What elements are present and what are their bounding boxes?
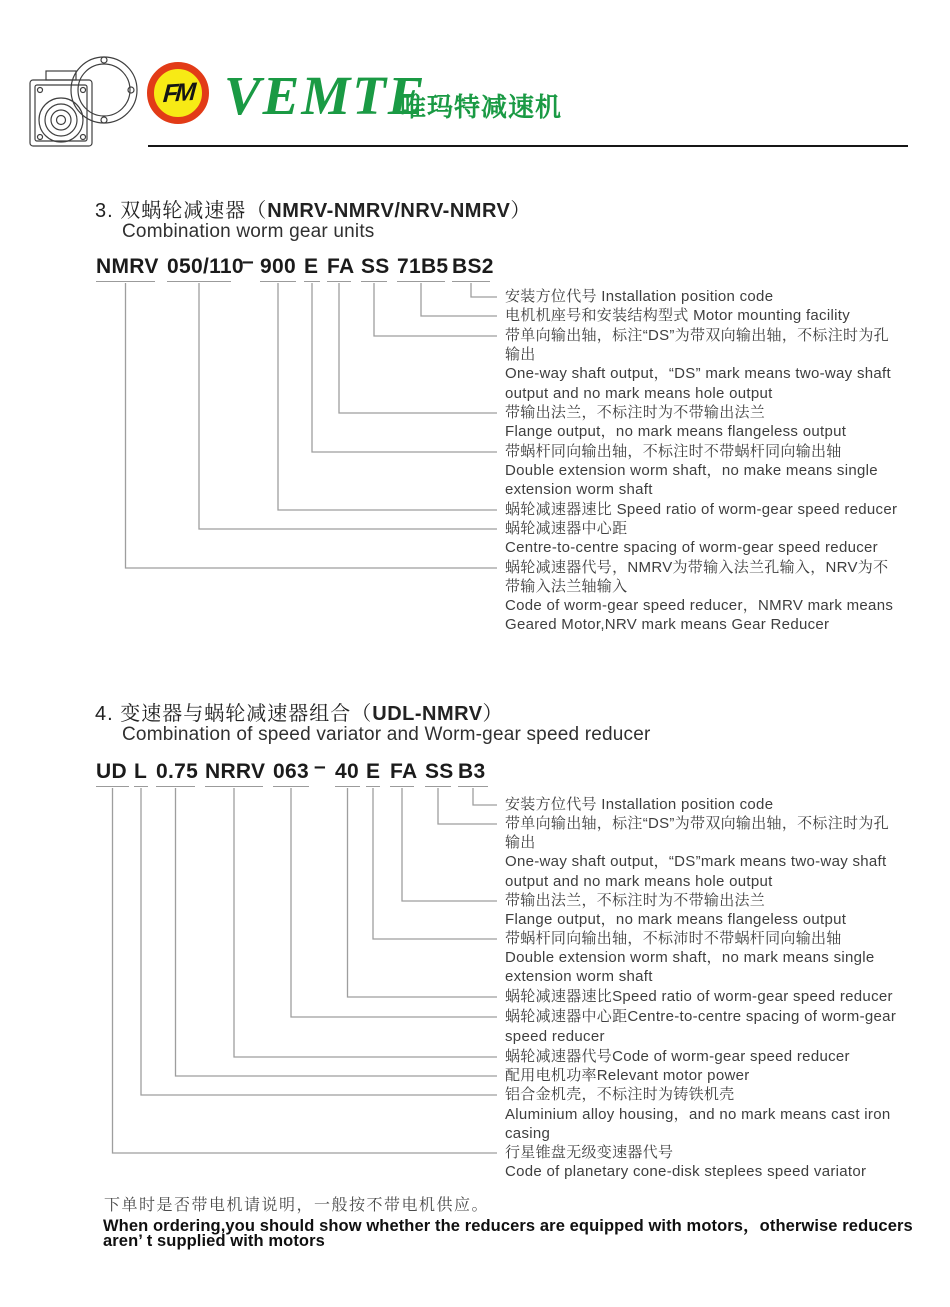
annotation-line: Code of planetary cone-disk steplees speed variator: [505, 1163, 867, 1180]
code-segment-ss: SS: [361, 255, 387, 282]
annotation-line: Centre-to-centre spacing of worm-gear speed reducer: [505, 539, 878, 556]
annotation-line: 电机机座号和安装结构型式 Motor mounting facility: [505, 307, 851, 324]
annotation-line: 蜗轮减速器速比 Speed ratio of worm-gear speed reducer: [505, 501, 898, 518]
code-segment-l: L: [134, 760, 148, 787]
annotation-line: extension worm shaft: [505, 481, 653, 498]
annotation-line: 安装方位代号 Installation position code: [505, 288, 774, 305]
logo-monogram: FM: [162, 77, 195, 108]
annotation-line: Double extension worm shaft，no mark means single: [505, 949, 875, 966]
code-segment-e: E: [366, 760, 380, 787]
annotation-line: 铝合金机壳，不标注时为铸铁机壳: [505, 1086, 735, 1103]
annotation-line: 蜗轮减速器中心距: [505, 520, 628, 537]
annotation-line: Code of worm-gear speed reducer，NMRV mark means: [505, 597, 894, 614]
code-segment-40: 40: [335, 760, 360, 787]
section3-title: [95, 194, 531, 223]
annotation-line: Flange output，no mark means flangeless output: [505, 423, 847, 440]
section4-title-close: ）: [482, 703, 504, 725]
annotation-line: 蜗轮减速器代号，NMRV为带输入法兰孔输入，NRV为不: [505, 559, 889, 576]
section4-title: [95, 697, 504, 726]
brand-logo-badge: [147, 62, 209, 124]
annotation-line: casing: [505, 1125, 551, 1142]
code-segment-71b5: 71B5: [397, 255, 445, 282]
section3-number: 3.: [95, 200, 114, 222]
code-segment-fa: FA: [390, 760, 414, 787]
footer-note-en-line2: aren’ t supplied with motors: [103, 1232, 325, 1250]
annotation-line: 配用电机功率Relevant motor power: [505, 1067, 750, 1084]
code-dash: –: [242, 250, 254, 273]
annotation-line: 带输出法兰，不标注时为不带输出法兰: [505, 892, 766, 909]
annotation-line: 蜗轮减速器速比Speed ratio of worm-gear speed reducer: [505, 988, 893, 1005]
code-segment-e: E: [304, 255, 320, 282]
section3-title-close: ）: [510, 200, 532, 222]
annotation-line: 带输入法兰轴输入: [505, 578, 628, 595]
annotation-line: extension worm shaft: [505, 968, 653, 985]
section3-title-model: NMRV-NMRV/NRV-NMRV: [267, 200, 511, 222]
annotation-line: 输出: [505, 834, 536, 851]
code-segment-ss: SS: [425, 760, 451, 787]
annotation-line: Geared Motor,NRV mark means Gear Reducer: [505, 616, 830, 633]
annotation-line: output and no mark means hole output: [505, 873, 773, 890]
header-rule: [148, 145, 908, 147]
annotation-line: Double extension worm shaft，no make means single: [505, 462, 878, 479]
code-segment-ud: UD: [96, 760, 129, 787]
brand-name-cn: 唯玛特减速机: [400, 92, 563, 122]
code-segment-063: 063: [273, 760, 309, 787]
code-segment-nmrv: NMRV: [96, 255, 155, 282]
annotation-line: 蜗轮减速器代号Code of worm-gear speed reducer: [505, 1048, 850, 1065]
code-segment-b3: B3: [458, 760, 488, 787]
section3-subtitle: Combination worm gear units: [122, 221, 375, 242]
annotation-line: 带蜗杆同向输出轴，不标沛时不带蜗杆同向输出轴: [505, 930, 842, 947]
annotation-line: output and no mark means hole output: [505, 385, 773, 402]
annotation-line: 带单向输出轴，标注“DS”为带双向输出轴，不标注时为孔: [505, 815, 889, 832]
code-segment-900: 900: [260, 255, 296, 282]
section3-title-cn: 双蜗轮减速器（: [120, 200, 268, 222]
section4-title-cn: 变速器与蜗轮减速器组合（: [120, 703, 373, 725]
section4-number: 4.: [95, 703, 114, 725]
code-dash: –: [314, 755, 326, 778]
footer-note-en-line1: When ordering,you should show whether the reducers are equipped with motors，otherwise reducers: [103, 1217, 913, 1235]
code-segment-075: 0.75: [156, 760, 195, 787]
annotation-line: One-way shaft output，“DS” mark means two-way shaft: [505, 365, 891, 382]
code-segment-fa: FA: [327, 255, 351, 282]
code-segment-050-110: 050/110: [167, 255, 231, 282]
annotation-line: 带单向输出轴，标注“DS”为带双向输出轴，不标注时为孔: [505, 327, 889, 344]
code-segment-bs2: BS2: [452, 255, 490, 282]
annotation-line: Flange output，no mark means flangeless output: [505, 911, 847, 928]
annotation-line: 带输出法兰，不标注时为不带输出法兰: [505, 404, 766, 421]
annotation-line: 安装方位代号 Installation position code: [505, 796, 774, 813]
gearbox-drawing: [26, 42, 138, 170]
annotation-line: 带蜗杆同向输出轴，不标注时不带蜗杆同向输出轴: [505, 443, 842, 460]
brand-wordmark: VEMTE: [224, 65, 427, 126]
section4-subtitle: Combination of speed variator and Worm-gear speed reducer: [122, 724, 651, 745]
annotation-line: speed reducer: [505, 1028, 605, 1045]
footer-note-cn: 下单时是否带电机请说明，一般按不带电机供应。: [104, 1197, 490, 1214]
annotation-line: 行星锥盘无级变速器代号: [505, 1144, 674, 1161]
annotation-line: Aluminium alloy housing，and no mark means cast iron: [505, 1106, 891, 1123]
annotation-line: 蜗轮减速器中心距Centre-to-centre spacing of worm-gear: [505, 1008, 897, 1025]
annotation-line: One-way shaft output，“DS”mark means two-way shaft: [505, 853, 887, 870]
annotation-line: 输出: [505, 346, 536, 363]
section4-title-model: UDL-NMRV: [372, 703, 483, 725]
code-segment-nrrv: NRRV: [205, 760, 263, 787]
